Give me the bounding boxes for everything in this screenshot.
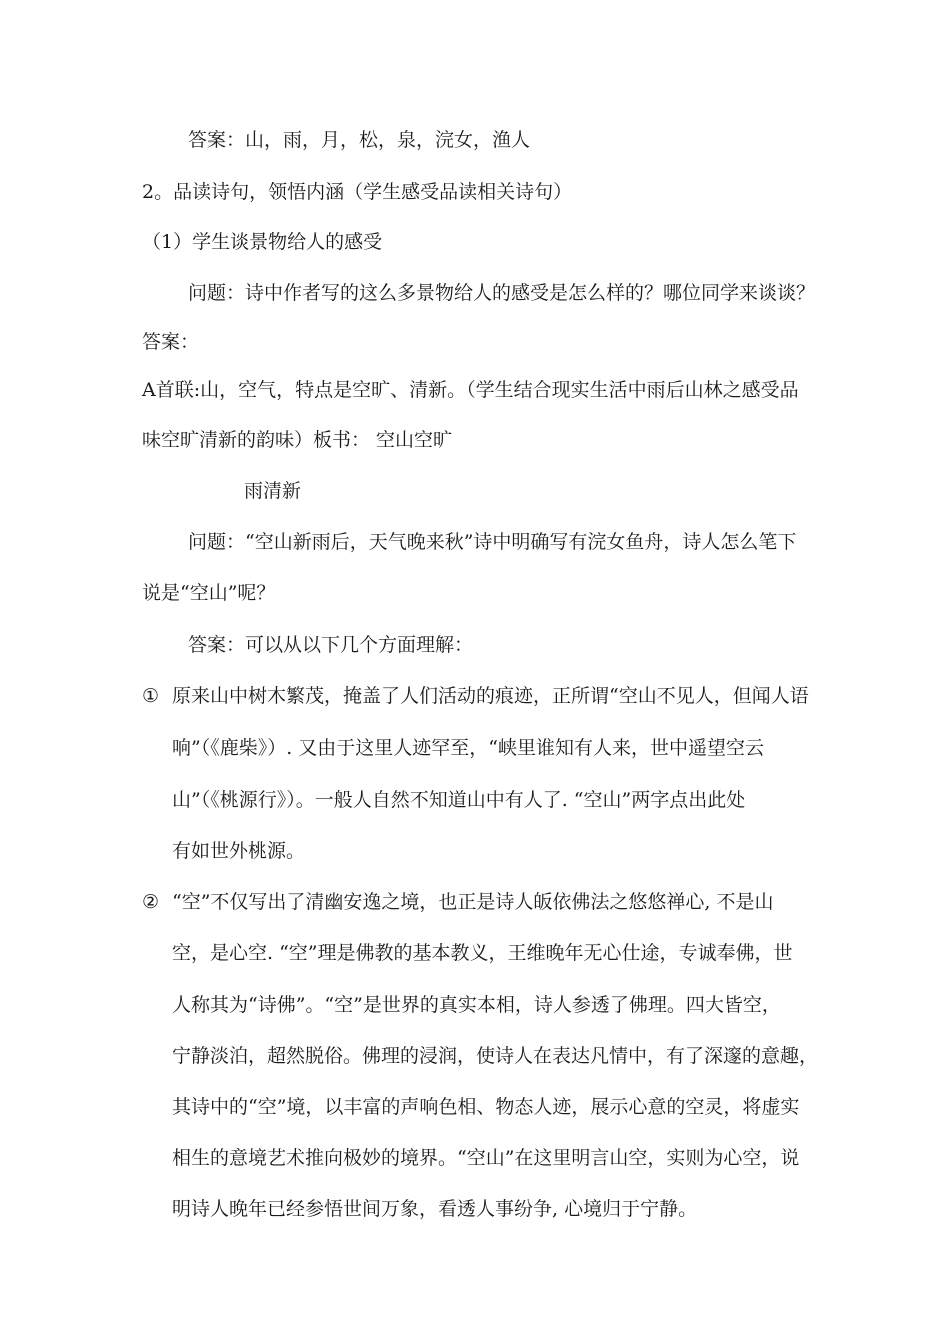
list-item-line: 宁静淡泊，超然脱俗。佛理的浸润，使诗人在表达凡情中，有了深邃的意趣， <box>172 1045 819 1067</box>
question-line: 说是“空山”呢？ <box>142 582 276 604</box>
point-a-line: 味空旷清新的韵味）板书： 空山空旷 <box>142 429 453 451</box>
answer-line: 答案：山，雨，月，松，泉，浣女，渔人 <box>188 129 531 151</box>
list-item-line: 有如世外桃源。 <box>172 840 306 862</box>
list-item-line: 响”（《鹿柴》）. 又由于这里人迹罕至，“峡里谁知有人来，世中遥望空云 <box>172 737 765 759</box>
board-note: 雨清新 <box>244 480 302 502</box>
point-a-line: A首联:山，空气，特点是空旷、清新。（学生结合现实生活中雨后山林之感受品 <box>142 379 799 401</box>
list-marker: ② <box>142 891 160 913</box>
answer-label: 答案： <box>142 331 200 353</box>
answer-intro: 答案：可以从以下几个方面理解： <box>188 634 474 656</box>
question-line: 问题：“空山新雨后，天气晚来秋”诗中明确写有浣女鱼舟，诗人怎么笔下 <box>188 531 797 553</box>
list-item-line: “空”不仅写出了清幽安逸之境，也正是诗人皈依佛法之悠悠禅心, 不是山 <box>172 891 774 913</box>
question-line: 问题：诗中作者写的这么多景物给人的感受是怎么样的？哪位同学来谈谈？ <box>188 282 816 304</box>
list-item-line: 空，是心空. “空”理是佛教的基本教义，王维晚年无心仕途，专诚奉佛，世 <box>172 942 793 964</box>
list-item-line: 人称其为“诗佛”。“空”是世界的真实本相，诗人参透了佛理。四大皆空， <box>172 994 781 1016</box>
list-item-line: 相生的意境艺术推向极妙的境界。“空山”在这里明言山空，实则为心空，说 <box>172 1147 800 1169</box>
subsection-heading: （1）学生谈景物给人的感受 <box>142 231 383 253</box>
section-heading: 2。品读诗句，领悟内涵（学生感受品读相关诗句） <box>142 181 573 203</box>
list-marker: ① <box>142 685 160 707</box>
list-item-line: 明诗人晚年已经参悟世间万象，看透人事纷争, 心境归于宁静。 <box>172 1198 698 1220</box>
list-item-line: 山”（《桃源行》）。一般人自然不知道山中有人了. “空山”两字点出此处 <box>172 789 746 811</box>
list-item-line: 原来山中树木繁茂，掩盖了人们活动的痕迹，正所谓“空山不见人，但闻人语 <box>172 685 809 707</box>
list-item-line: 其诗中的“空”境，以丰富的声响色相、物态人迹，展示心意的空灵，将虚实 <box>172 1096 800 1118</box>
